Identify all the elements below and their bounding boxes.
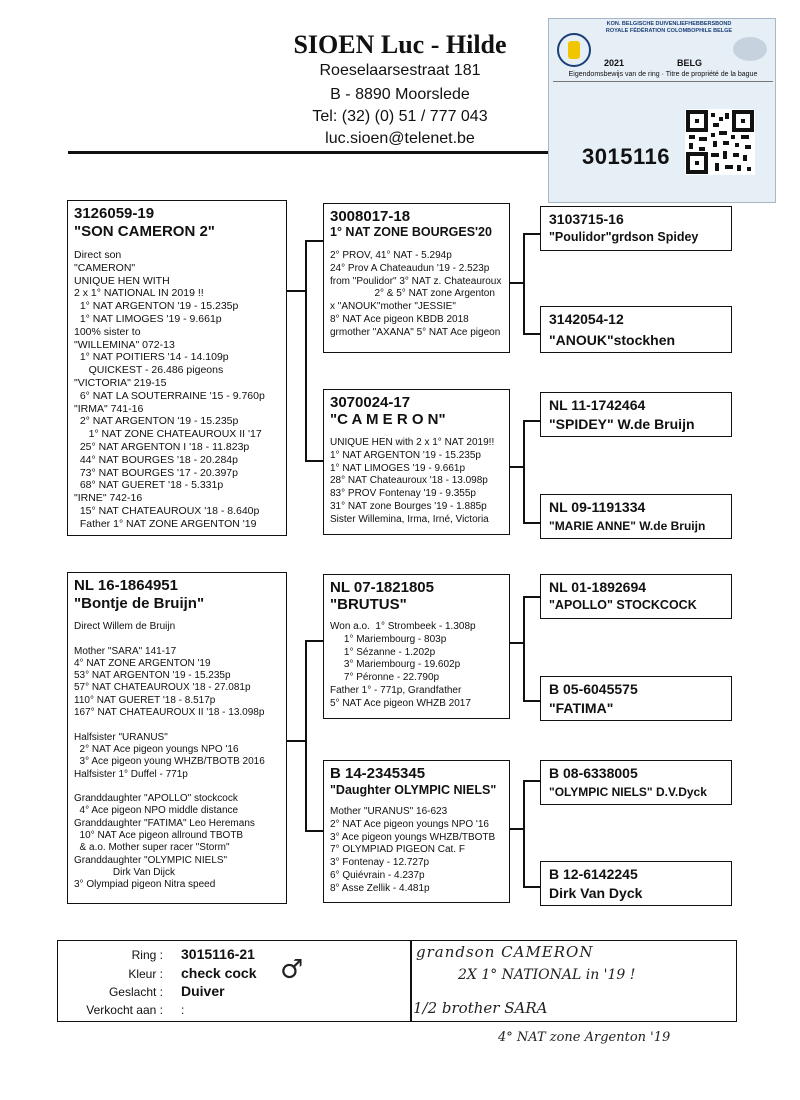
handwritten-note-1: grandson CAMERON [416,943,594,961]
dam-ring: NL 16-1864951 [74,577,178,594]
color-label: Kleur : [128,967,163,981]
sire-sire-ring: 3008017-18 [330,208,411,225]
ddd-ring: B 12-6142245 [549,866,638,882]
sire-box [67,200,287,536]
sex-value: Duiver [181,983,225,999]
dsd-box [540,676,732,721]
breeder-street: Roeselaarsestraat 181 [319,62,481,79]
breeder-city: B - 8890 Moorslede [330,86,470,103]
sold-to-label: Verkocht aan : [86,1003,163,1017]
federation-name-fr: ROYALE FÉDÉRATION COLOMBOPHILE BELGE [605,28,733,34]
color-value: check cock [181,965,257,981]
federation-logo-icon [557,33,591,67]
breeder-email: luc.sioen@telenet.be [325,130,475,147]
sex-label: Geslacht : [108,985,163,999]
sire-dam-name: "C A M E R O N" [330,411,446,428]
sdd-box [540,494,732,539]
male-symbol-icon: ♂ [280,955,304,985]
dds-name: "OLYMPIC NIELS" D.V.Dyck [549,785,707,799]
dam-box [67,572,287,904]
sdd-name: "MARIE ANNE" W.de Bruijn [549,519,706,533]
breeder-phone: Tel: (32) (0) 51 / 777 043 [312,108,488,125]
dss-ring: NL 01-1892694 [549,579,647,595]
sold-to-value: : [181,1003,185,1017]
handwritten-note-4: 4° NAT zone Argenton '19 [498,1030,671,1045]
ring-label: Ring : [131,948,163,962]
sds-name: "SPIDEY" W.de Bruijn [549,416,695,432]
sds-ring: NL 11-1742464 [549,397,646,413]
ring-number: 3015116 [582,144,670,169]
sds-box [540,392,732,437]
sire-dam-box [323,389,510,535]
sire-sire-name: 1° NAT ZONE BOURGES'20 [330,225,492,239]
dam-sire-box [323,574,510,719]
sire-dam-description: UNIQUE HEN with 2 x 1° NAT 2019!! 1° NAT ARGENTON '19 - 15.235p 1° NAT LIMOGES '19 - 9.661p 28° NAT Chateauroux '18 - 13.098p 83° PROV Fontenay '19 - 9.355p 31° NAT zone Bourges '19 - 1.885p Sister Willemina, Irma, Irné, Victoria [330,437,495,525]
dss-box [540,574,732,619]
sire-dam-ring: 3070024-17 [330,394,411,411]
ssd-ring: 3142054-12 [549,311,624,327]
ring-country: BELG [677,58,703,68]
ddd-name: Dirk Van Dyck [549,885,643,901]
breeder-name: SIOEN Luc - Hilde [293,30,507,59]
dds-ring: B 08-6338005 [549,765,638,781]
sdd-ring: NL 09-1191334 [549,499,646,515]
dds-box [540,760,732,805]
dam-sire-description: Won a.o. 1° Strombeek - 1.308p 1° Mariembourg - 803p 1° Sézanne - 1.202p 3° Mariembourg - 19.602p 7° Péronne - 22.790p Father 1° - 771p, Grandfather 5° NAT Ace pigeon WHZB 2017 [330,621,476,709]
ring-year: 2021 [604,58,625,68]
sss-name: "Poulidor"grdson Spidey [549,230,699,244]
dsd-ring: B 05-6045575 [549,681,638,697]
handwritten-note-2: 2X 1° NATIONAL in '19 ! [458,967,636,983]
dam-dam-description: Mother "URANUS" 16-623 2° NAT Ace pigeon youngs NPO '16 3° Ace pigeon youngs WHZB/TBOTB 7° OLYMPIAD PIGEON Cat. F 3° Fontenay - 12.727p 6° Quiévrain - 4.237p 8° Asse Zellik - 4.481p [330,806,496,894]
federation-name-nl: KON. BELGISCHE DUIVENLIEFHEBBERSBOND [606,21,732,27]
sss-box [540,206,732,251]
ssd-name: "ANOUK"stockhen [549,332,676,348]
ring-value: 3015116-21 [181,946,255,962]
handwritten-note-3: 1/2 brother SARA [413,999,548,1017]
sss-ring: 3103715-16 [549,211,624,227]
dam-description: Direct Willem de Bruijn Mother "SARA" 141-17 4° NAT ZONE ARGENTON '19 53° NAT ARGENTON '19 - 15.235p 57° NAT CHATEAUROUX '18 - 27.081p 110° NAT GUERET '18 - 8.517p 167° NAT CHATEAUROUX II '18 - 13.098p Halfsister "URANUS" 2° NAT Ace pigeon youngs NPO '16 3° Ace pigeon young WHZB/TBOTB 2016 Halfsister 1° Duffel - 771p Granddaughter "APOLLO" stockcock 4° Ace pigeon NPO middle distance Granddaughter "FATIMA" Leo Heremans 10° NAT Ace pigeon allround TBOTB & a.o. Mother super racer "Storm" Granddaughter "OLYMPIC NIELS" Dirk Van Dijck 3° Olympiad pigeon Nitra speed [74,621,265,891]
dsd-name: "FATIMA" [549,700,614,716]
sire-description: Direct son "CAMERON" UNIQUE HEN WITH 2 x 1° NATIONAL IN 2019 !! 1° NAT ARGENTON '19 - 15.235p 1° NAT LIMOGES '19 - 9.661p 100% sister to "WILLEMINA" 072-13 1° NAT POITIERS '14 - 14.109p QUICKEST - 26.486 pigeons "VICTORIA" 219-15 6° NAT LA SOUTERRAINE '15 - 9.760p "IRMA" 741-16 2° NAT ARGENTON '19 - 15.235p 1° NAT ZONE CHATEAUROUX II '17 25° NAT ARGENTON I '18 - 11.823p 44° NAT BOURGES '18 - 20.284p 73° NAT BOURGES '17 - 20.397p 68° NAT GUERET '18 - 5.331p "IRNE" 742-16 15° NAT CHATEAUROUX '18 - 8.640p Father 1° NAT ZONE ARGENTON '19 [74,249,265,530]
sire-sire-description: 2° PROV, 41° NAT - 5.294p 24° Prov A Chateaudun '19 - 2.523p from "Poulidor" 3° NAT z. Chateauroux 2° & 5° NAT zone Argenton x "ANOUK"mother "JESSIE" 8° NAT Ace pigeon KBDB 2018 grmother "AXANA" 5° NAT Ace pigeon [330,250,502,338]
ddd-box [540,861,732,906]
dss-name: "APOLLO" STOCKCOCK [549,598,697,612]
sire-ring: 3126059-19 [74,205,155,222]
ring-ownership-card [548,18,776,203]
dam-dam-box [323,760,510,903]
sire-sire-box [323,203,510,353]
sire-name: "SON CAMERON 2" [74,223,215,240]
dam-sire-ring: NL 07-1821805 [330,579,434,596]
dam-dam-name: "Daughter OLYMPIC NIELS" [330,783,497,797]
pigeon-info-box [57,940,737,1022]
dam-name: "Bontje de Bruijn" [74,595,205,612]
dam-sire-name: "BRUTUS" [330,596,407,613]
ssd-box [540,306,732,353]
ownership-title: Eigendomsbewijs van de ring · Titre de propriété de la bague [568,71,758,78]
qr-code-icon [685,109,755,175]
dam-dam-ring: B 14-2345345 [330,765,426,782]
header-rule [68,151,568,154]
pigeon-logo-icon [733,37,767,61]
